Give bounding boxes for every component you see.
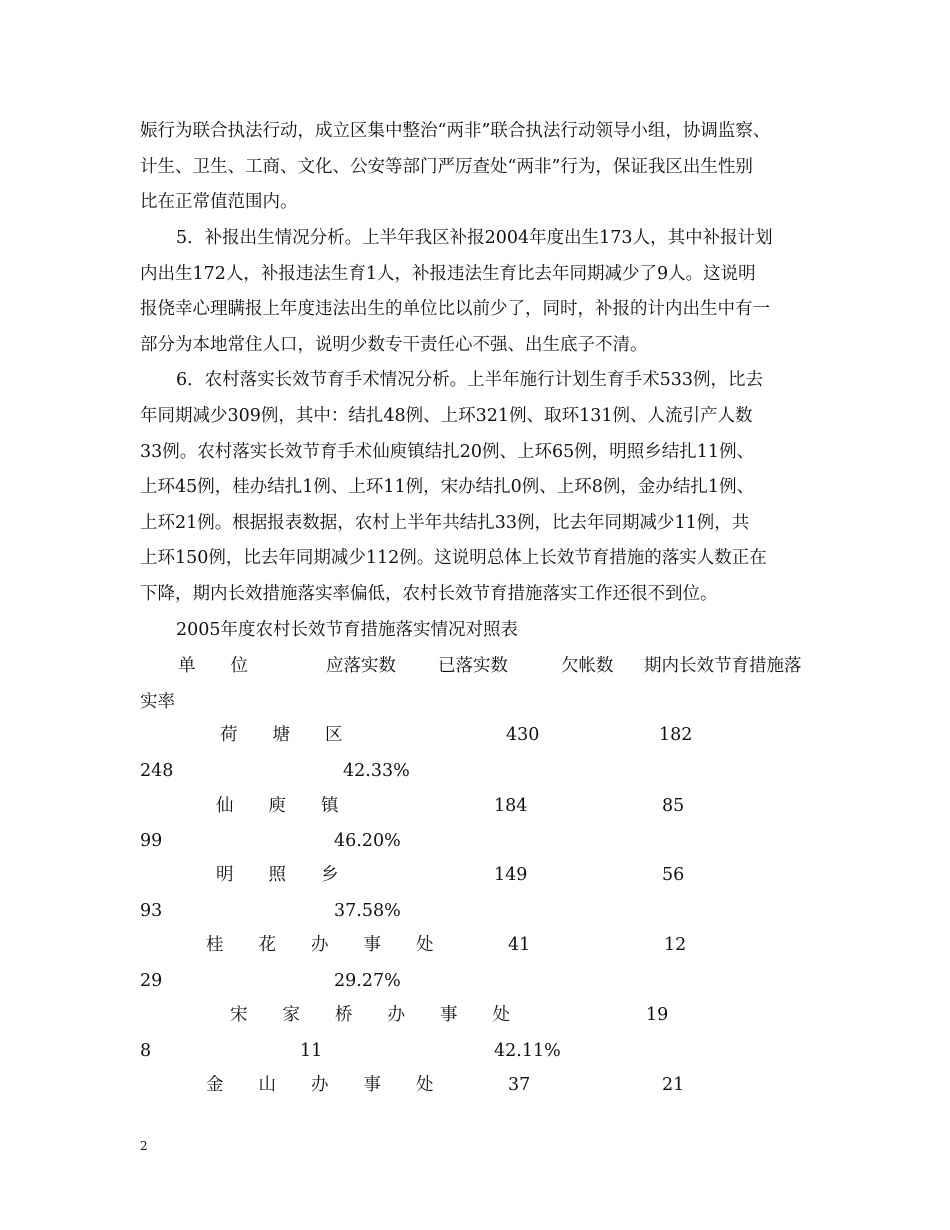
header-required: 应落实数 <box>326 656 396 676</box>
paragraph-line: 下降，期内长效措施落实率偏低，农村长效节育措施落实工作还很不到位。 <box>140 584 718 604</box>
table-row-unit: 金 山 办 事 处 <box>206 1075 434 1095</box>
header-rate: 期内长效节育措施落 <box>644 656 802 676</box>
table-row-owed: 93 <box>140 901 163 921</box>
table-row-unit: 宋 家 桥 办 事 处 <box>230 1005 510 1025</box>
paragraph-line: 娠行为联合执法行动，成立区集中整治“两非”联合执法行动领导小组，协调监察、 <box>140 121 771 141</box>
table-row-rate: 42.33% <box>343 761 410 781</box>
paragraph-line: 上环21例。根据报表数据，农村上半年共结扎33例，比去年同期减少11例，共 <box>140 513 750 533</box>
header-owed: 欠帐数 <box>561 656 614 676</box>
paragraph-line: 33例。农村落实长效节育手术仙庾镇结扎20例、上环65例，明照乡结扎11例、 <box>140 442 755 462</box>
table-row-required: 430 <box>506 725 540 745</box>
table-row-owed: 99 <box>140 831 163 851</box>
header-rate-wrap: 实率 <box>140 692 175 712</box>
paragraph-line: 上环150例，比去年同期减少112例。这说明总体上长效节育措施的落实人数正在 <box>140 548 767 568</box>
table-row-implemented: 8 <box>140 1041 152 1061</box>
paragraph-line: 上环45例，桂办结扎1例、上环11例，宋办结扎0例、上环8例，金办结扎1例、 <box>140 477 755 497</box>
table-row-rate: 46.20% <box>334 831 401 851</box>
table-row-implemented: 12 <box>664 935 687 955</box>
table-row-owed: 29 <box>140 971 163 991</box>
table-row-rate: 37.58% <box>334 901 401 921</box>
table-row-unit: 明 照 乡 <box>216 865 339 885</box>
paragraph-line: 报侥幸心理瞒报上年度违法出生的单位比以前少了，同时，补报的计内出生中有一 <box>140 299 770 319</box>
table-row-unit: 仙 庾 镇 <box>216 796 339 816</box>
table-row-implemented: 21 <box>662 1075 685 1095</box>
header-unit: 单 位 <box>178 656 248 676</box>
page-number: 2 <box>140 1139 148 1153</box>
table-row-required: 19 <box>646 1005 669 1025</box>
table-row-implemented: 182 <box>659 725 693 745</box>
paragraph-line: 年同期减少309例，其中：结扎48例、上环321例、取环131例、人流引产人数 <box>140 406 753 426</box>
table-title: 2005年度农村长效节育措施落实情况对照表 <box>176 620 519 640</box>
table-row-implemented: 56 <box>662 865 685 885</box>
table-row-unit: 桂 花 办 事 处 <box>206 935 434 955</box>
paragraph-line: 比在正常值范围内。 <box>140 192 298 212</box>
table-row-required: 149 <box>494 865 528 885</box>
paragraph-line: 部分为本地常住人口，说明少数专干责任心不强、出生底子不清。 <box>140 335 648 355</box>
table-row-implemented: 85 <box>662 796 685 816</box>
table-row-unit: 荷 塘 区 <box>220 725 343 745</box>
table-row-rate: 29.27% <box>334 971 401 991</box>
table-row-required: 37 <box>508 1075 531 1095</box>
header-implemented: 已落实数 <box>438 656 508 676</box>
paragraph-line: 计生、卫生、工商、文化、公安等部门严厉查处“两非”行为，保证我区出生性别 <box>140 157 753 177</box>
paragraph-line: 5．补报出生情况分析。上半年我区补报2004年度出生173人，其中补报计划 <box>176 228 773 248</box>
table-row-required: 184 <box>494 796 528 816</box>
table-row-rate: 42.11% <box>494 1041 561 1061</box>
paragraph-line: 6．农村落实长效节育手术情况分析。上半年施行计划生育手术533例，比去 <box>176 370 764 390</box>
table-row-owed: 11 <box>300 1041 323 1061</box>
table-row-required: 41 <box>508 935 531 955</box>
paragraph-line: 内出生172人，补报违法生育1人，补报违法生育比去年同期减少了9人。这说明 <box>140 264 756 284</box>
table-row-owed: 248 <box>140 761 174 781</box>
